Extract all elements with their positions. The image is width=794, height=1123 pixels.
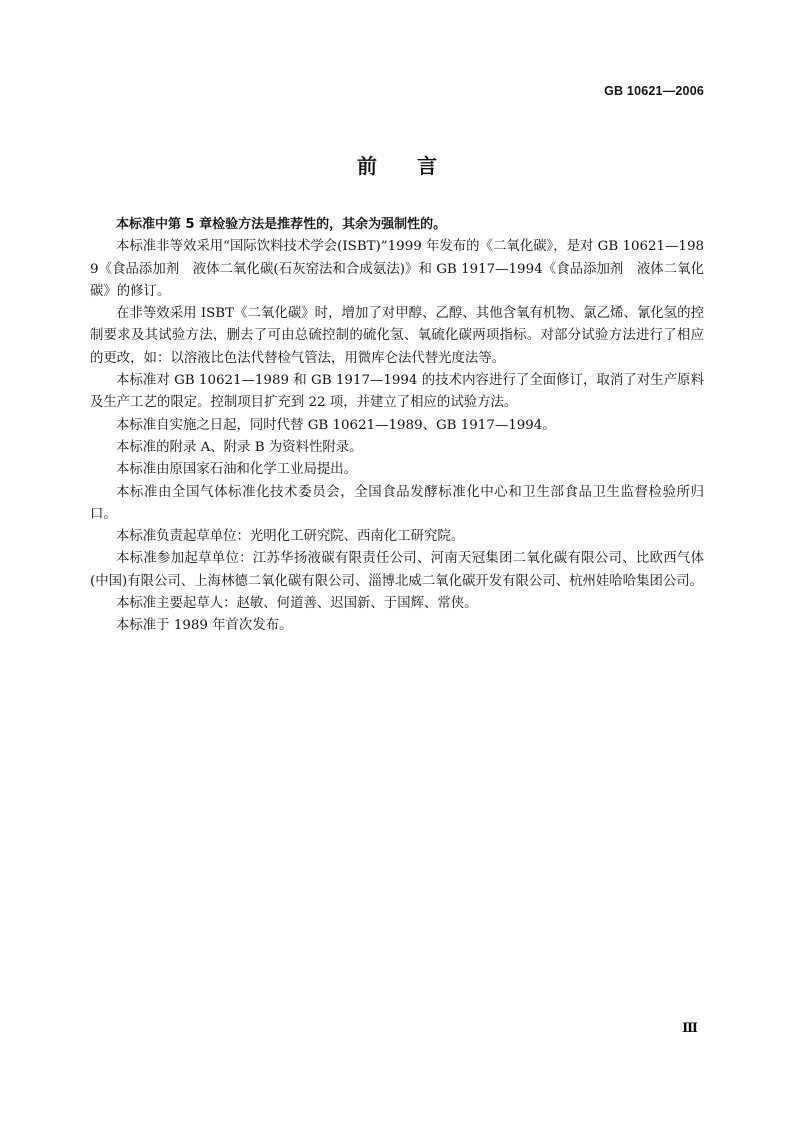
title-char-2: 言 [417,154,437,178]
paragraph-responsible-drafters: 本标准负责起草单位：光明化工研究院、西南化工研究院。 [116,529,465,545]
document-id-header: GB 10621—2006 [604,84,704,98]
paragraph-first-published: 本标准于 1989 年首次发布。 [116,618,293,634]
paragraph-adoption: 本标准非等效采用“国际饮料技术学会(ISBT)”1999 年发布的《二氧化碳》，是对 GB 10621—1989《食品添加剂 液体二氧化碳(石灰窑法和合成氨法)》和 GB 1917—1994《食品添加剂 液体二氧化碳》的修订。 [90,239,704,299]
paragraph-participating-drafters: 本标准参加起草单位：江苏华扬液碳有限责任公司、河南天冠集团二氧化碳有限公司、比欧西气体(中国)有限公司、上海林德二氧化碳有限公司、淄博北威二氧化碳开发有限公司、杭州娃哈哈集团公司。 [90,551,704,589]
paragraph-normative-note: 本标准中第 5 章检验方法是推荐性的，其余为强制性的。 [116,217,447,232]
paragraph-replaces: 本标准自实施之日起，同时代替 GB 10621—1989、GB 1917—1994。 [116,417,556,433]
page-title [0,150,794,179]
paragraph-additions: 在非等效采用 ISBT《二氧化碳》时，增加了对甲醇、乙醇、其他含氧有机物、氯乙烯、氰化氢的控制要求及其试验方法，删去了可由总硫控制的硫化氢、氧硫化碳两项指标。对部分试验方法进行了相应的更改，如：以溶液比色法代替检气管法，用微库仑法代替光度法等。 [90,306,704,366]
paragraph-proposed-by: 本标准由原国家石油和化学工业局提出。 [116,462,358,478]
page-number: Ⅲ [682,1020,698,1035]
paragraph-centralized-by: 本标准由全国气体标准化技术委员会，全国食品发酵标准化中心和卫生部食品卫生监督检验所归口。 [90,484,704,522]
paragraph-revision: 本标准对 GB 10621—1989 和 GB 1917—1994 的技术内容进行了全面修订，取消了对生产原料及生产工艺的限定。控制项目扩充到 22 项，并建立了相应的试验方法。 [90,373,704,411]
body-text [90,214,704,638]
paragraph-appendix: 本标准的附录 A、附录 B 为资料性附录。 [116,439,363,455]
paragraph-main-drafters: 本标准主要起草人：赵敏、何道善、迟国新、于国辉、常侠。 [116,596,478,612]
title-char-1: 前 [357,154,377,178]
